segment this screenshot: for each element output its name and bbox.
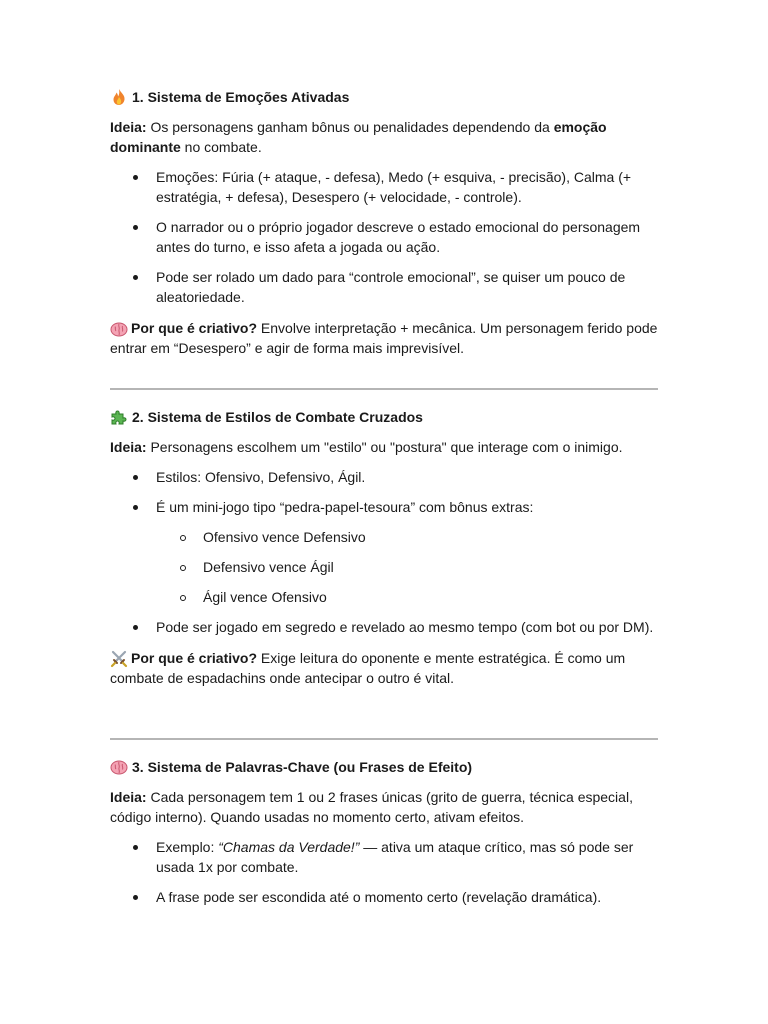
list-item: É um mini-jogo tipo “pedra-papel-tesoura” com bônus extras: xyxy=(110,497,660,517)
list-item: O narrador ou o próprio jogador descreve o estado emocional do personagem antes do turno, e isso afeta a jogada ou ação. xyxy=(110,217,660,257)
sub-list-item: Ágil vence Ofensivo xyxy=(110,587,660,607)
bullet-list xyxy=(110,837,660,907)
idea-paragraph: Ideia: Cada personagem tem 1 ou 2 frases únicas (grito de guerra, técnica especial, código interno). Quando usadas no momento certo, ativam efeitos. xyxy=(110,789,633,825)
why-paragraph: Por que é criativo? Exige leitura do oponente e mente estratégica. É como um combate de espadachins onde antecipar o outro é vital. xyxy=(110,650,626,687)
idea-paragraph: Ideia: Os personagens ganham bônus ou penalidades dependendo da emoção dominante no combate. xyxy=(110,119,607,155)
idea-paragraph: Ideia: Personagens escolhem um "estilo" ou "postura" que interage com o inimigo. xyxy=(110,439,623,455)
section-keywords xyxy=(110,757,660,907)
list-item: Pode ser rolado um dado para “controle emocional”, se quiser um pouco de aleatoriedade. xyxy=(110,267,660,307)
crossed-swords-icon xyxy=(110,650,128,668)
list-item: Emoções: Fúria (+ ataque, - defesa), Medo (+ esquiva, - precisão), Calma (+ estratégia, + defesa), Desespero (+ velocidade, - controle). xyxy=(110,167,660,207)
section-heading: 2. Sistema de Estilos de Combate Cruzados xyxy=(110,407,660,427)
why-paragraph: Por que é criativo? Envolve interpretação + mecânica. Um personagem ferido pode entrar em “Desespero” e agir de forma mais imprevisível. xyxy=(110,320,658,357)
list-item: Estilos: Ofensivo, Defensivo, Ágil. xyxy=(110,467,660,487)
section-divider xyxy=(110,738,658,740)
brain-icon xyxy=(110,320,128,338)
bullet-list xyxy=(110,467,660,637)
section-combat-styles xyxy=(110,407,660,688)
section-divider xyxy=(110,388,658,390)
puzzle-icon xyxy=(110,408,128,426)
list-item: A frase pode ser escondida até o momento certo (revelação dramática). xyxy=(110,887,660,907)
section-heading: 1. Sistema de Emoções Ativadas xyxy=(110,87,660,107)
fire-icon xyxy=(110,88,128,106)
list-item: Pode ser jogado em segredo e revelado ao mesmo tempo (com bot ou por DM). xyxy=(110,617,660,637)
sub-list-item: Ofensivo vence Defensivo xyxy=(110,527,660,547)
brain-icon xyxy=(110,758,128,776)
section-emotions xyxy=(110,87,660,358)
bullet-list xyxy=(110,167,660,307)
list-item: Exemplo: “Chamas da Verdade!” — ativa um ataque crítico, mas só pode ser usada 1x por combate. xyxy=(110,837,660,877)
sub-list-item: Defensivo vence Ágil xyxy=(110,557,660,577)
section-heading: 3. Sistema de Palavras-Chave (ou Frases de Efeito) xyxy=(110,757,660,777)
